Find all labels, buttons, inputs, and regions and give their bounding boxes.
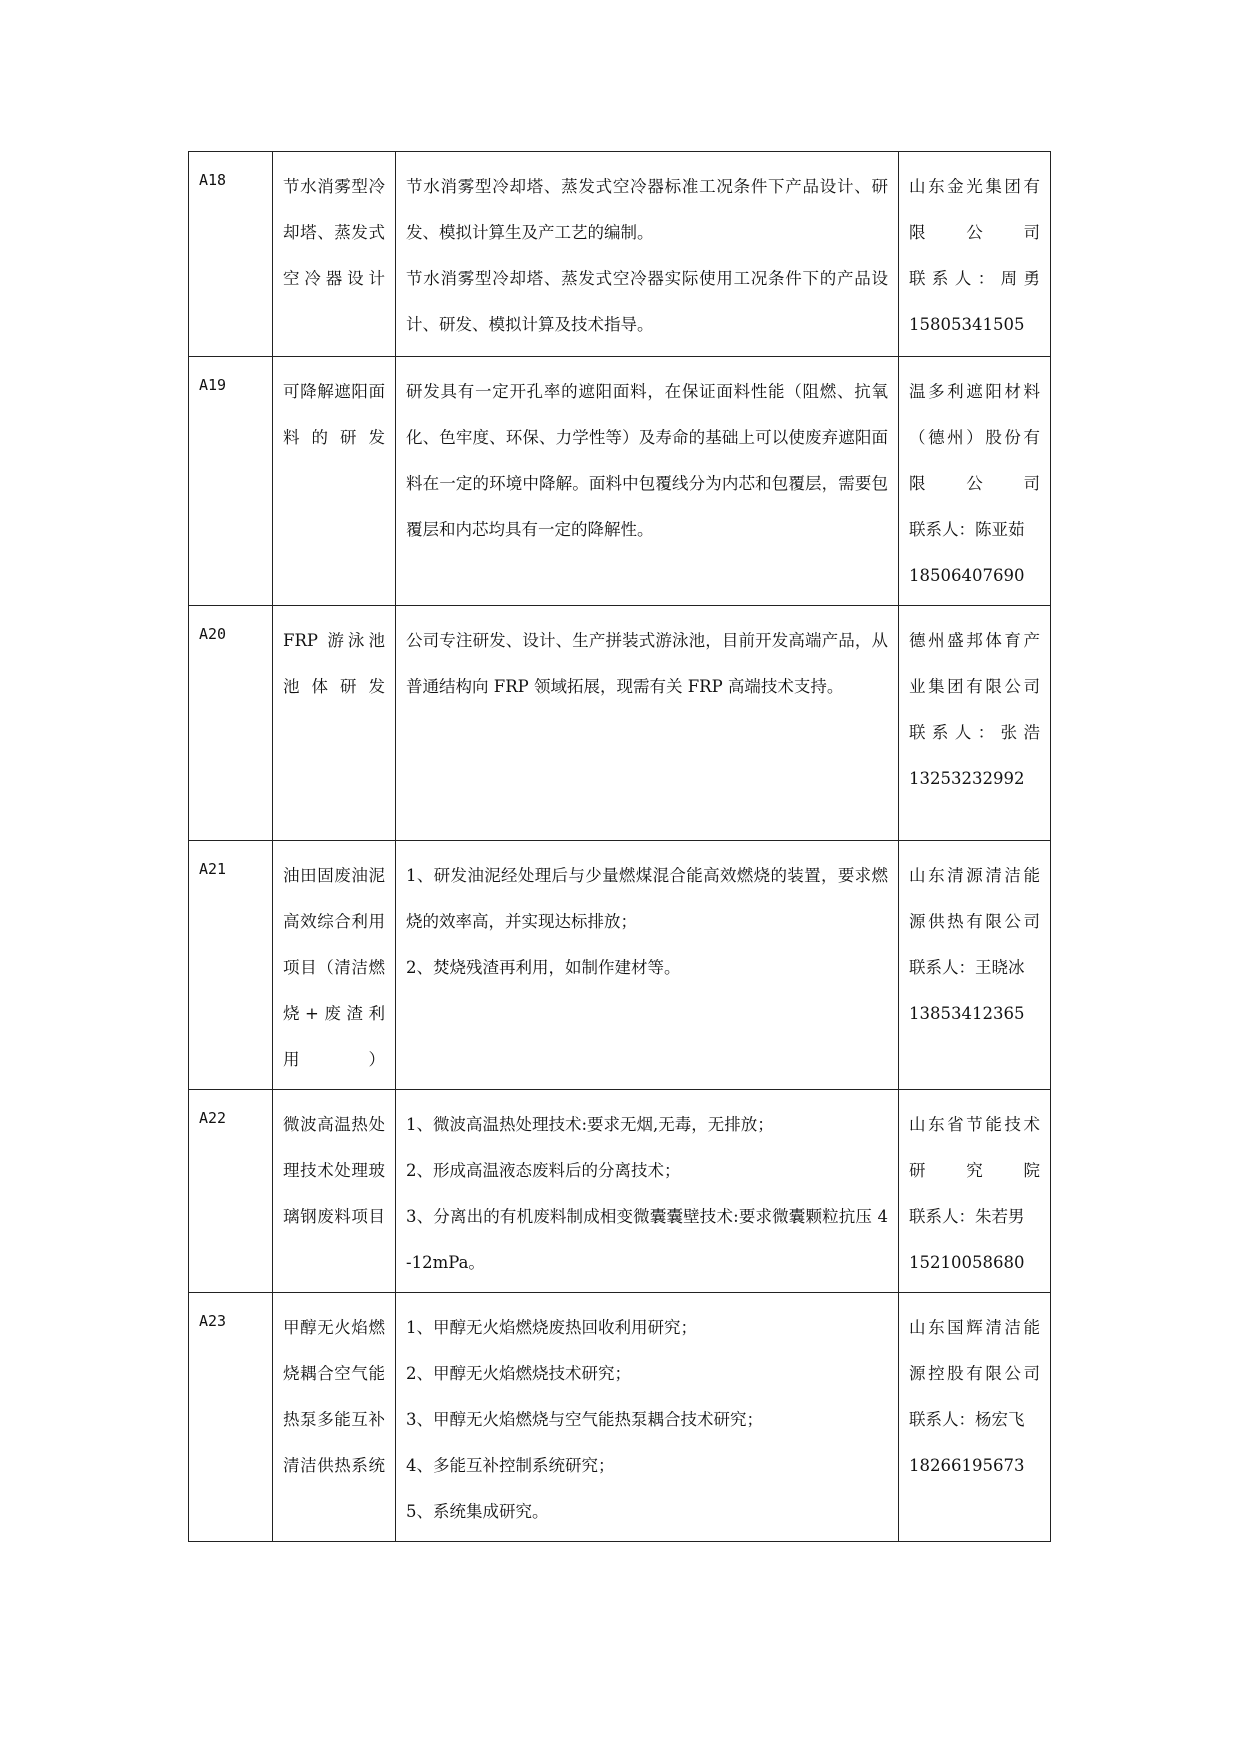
project-name-cell xyxy=(273,357,396,606)
company-name: 山东国辉清洁能源控股有限公司 xyxy=(909,1318,1040,1383)
company-cell xyxy=(899,357,1051,606)
project-name: 油田固废油泥高效综合利用项目（清洁燃烧+废渣利用） xyxy=(283,866,385,1069)
project-name-cell xyxy=(273,1293,396,1542)
contact-person: 联系人：周勇 xyxy=(909,269,1040,288)
description-paragraph: 2、形成高温液态废料后的分离技术； xyxy=(406,1161,681,1180)
table-row xyxy=(189,357,1051,606)
row-id: A19 xyxy=(189,357,273,606)
table-row xyxy=(189,1293,1051,1542)
project-name-cell xyxy=(273,606,396,841)
company-name: 山东省节能技术研究院 xyxy=(909,1115,1040,1180)
description-paragraph: 4、多能互补控制系统研究； xyxy=(406,1456,615,1475)
project-name: 微波高温热处理技术处理玻璃钢废料项目 xyxy=(283,1115,385,1226)
project-name-cell xyxy=(273,152,396,357)
contact-person: 联系人：张浩 xyxy=(909,723,1040,742)
contact-person: 联系人：杨宏飞 xyxy=(909,1410,1025,1429)
company-cell xyxy=(899,152,1051,357)
description-paragraph: 1、甲醇无火焰燃烧废热回收利用研究； xyxy=(406,1318,697,1337)
contact-phone: 18266195673 xyxy=(909,1456,1025,1475)
project-name: FRP 游泳池池体研发 xyxy=(283,631,385,696)
contact-phone: 15805341505 xyxy=(909,315,1025,334)
description-cell xyxy=(396,841,899,1090)
description-cell xyxy=(396,1293,899,1542)
description-paragraph: 2、焚烧残渣再利用，如制作建材等。 xyxy=(406,958,681,977)
contact-phone: 15210058680 xyxy=(909,1253,1025,1272)
contact-phone: 13853412365 xyxy=(909,1004,1025,1023)
project-name: 节水消雾型冷却塔、蒸发式空冷器设计 xyxy=(283,177,385,288)
project-name-cell xyxy=(273,841,396,1090)
table-row xyxy=(189,1090,1051,1293)
table-row xyxy=(189,841,1051,1090)
description-paragraph: 5、系统集成研究。 xyxy=(406,1502,549,1521)
company-cell xyxy=(899,606,1051,841)
company-cell xyxy=(899,1090,1051,1293)
row-id: A21 xyxy=(189,841,273,1090)
description-paragraph: 节水消雾型冷却塔、蒸发式空冷器标准工况条件下产品设计、研发、模拟计算生及产工艺的编制。 xyxy=(406,177,888,242)
description-paragraph: 研发具有一定开孔率的遮阳面料，在保证面料性能（阻燃、抗氧化、色牢度、环保、力学性等）及寿命的基础上可以使废弃遮阳面料在一定的环境中降解。面料中包覆线分为内芯和包覆层，需要包覆层和内芯均具有一定的降解性。 xyxy=(406,382,888,539)
project-name: 甲醇无火焰燃烧耦合空气能热泵多能互补清洁供热系统 xyxy=(283,1318,385,1475)
description-cell xyxy=(396,1090,899,1293)
table-row xyxy=(189,152,1051,357)
project-table xyxy=(188,151,1051,1542)
company-name: 温多利遮阳材料（德州）股份有限公司 xyxy=(909,382,1040,493)
description-cell xyxy=(396,606,899,841)
description-paragraph: 节水消雾型冷却塔、蒸发式空冷器实际使用工况条件下的产品设计、研发、模拟计算及技术指导。 xyxy=(406,269,888,334)
contact-person: 联系人：陈亚茹 xyxy=(909,520,1025,539)
description-paragraph: 2、甲醇无火焰燃烧技术研究； xyxy=(406,1364,631,1383)
company-cell xyxy=(899,1293,1051,1542)
row-id: A18 xyxy=(189,152,273,357)
description-paragraph: 1、微波高温热处理技术:要求无烟,无毒，无排放； xyxy=(406,1115,774,1134)
company-name: 山东金光集团有限公司 xyxy=(909,177,1040,242)
row-id: A20 xyxy=(189,606,273,841)
row-id: A23 xyxy=(189,1293,273,1542)
description-paragraph: 公司专注研发、设计、生产拼装式游泳池，目前开发高端产品，从普通结构向 FRP 领域拓展，现需有关 FRP 高端技术支持。 xyxy=(406,631,888,696)
company-cell xyxy=(899,841,1051,1090)
contact-person: 联系人：朱若男 xyxy=(909,1207,1025,1226)
table-row xyxy=(189,606,1051,841)
description-paragraph: 1、研发油泥经处理后与少量燃煤混合能高效燃烧的装置，要求燃烧的效率高，并实现达标排放； xyxy=(406,866,888,931)
description-paragraph: 3、分离出的有机废料制成相变微囊囊壁技术:要求微囊颗粒抗压 4-12mPa。 xyxy=(406,1207,888,1272)
contact-phone: 18506407690 xyxy=(909,566,1025,585)
company-name: 山东清源清洁能源供热有限公司 xyxy=(909,866,1040,931)
project-name-cell xyxy=(273,1090,396,1293)
contact-phone: 13253232992 xyxy=(909,769,1025,788)
contact-person: 联系人：王晓冰 xyxy=(909,958,1025,977)
description-paragraph: 3、甲醇无火焰燃烧与空气能热泵耦合技术研究； xyxy=(406,1410,763,1429)
project-name: 可降解遮阳面料的研发 xyxy=(283,382,385,447)
row-id: A22 xyxy=(189,1090,273,1293)
company-name: 德州盛邦体育产业集团有限公司 xyxy=(909,631,1040,696)
description-cell xyxy=(396,357,899,606)
description-cell xyxy=(396,152,899,357)
